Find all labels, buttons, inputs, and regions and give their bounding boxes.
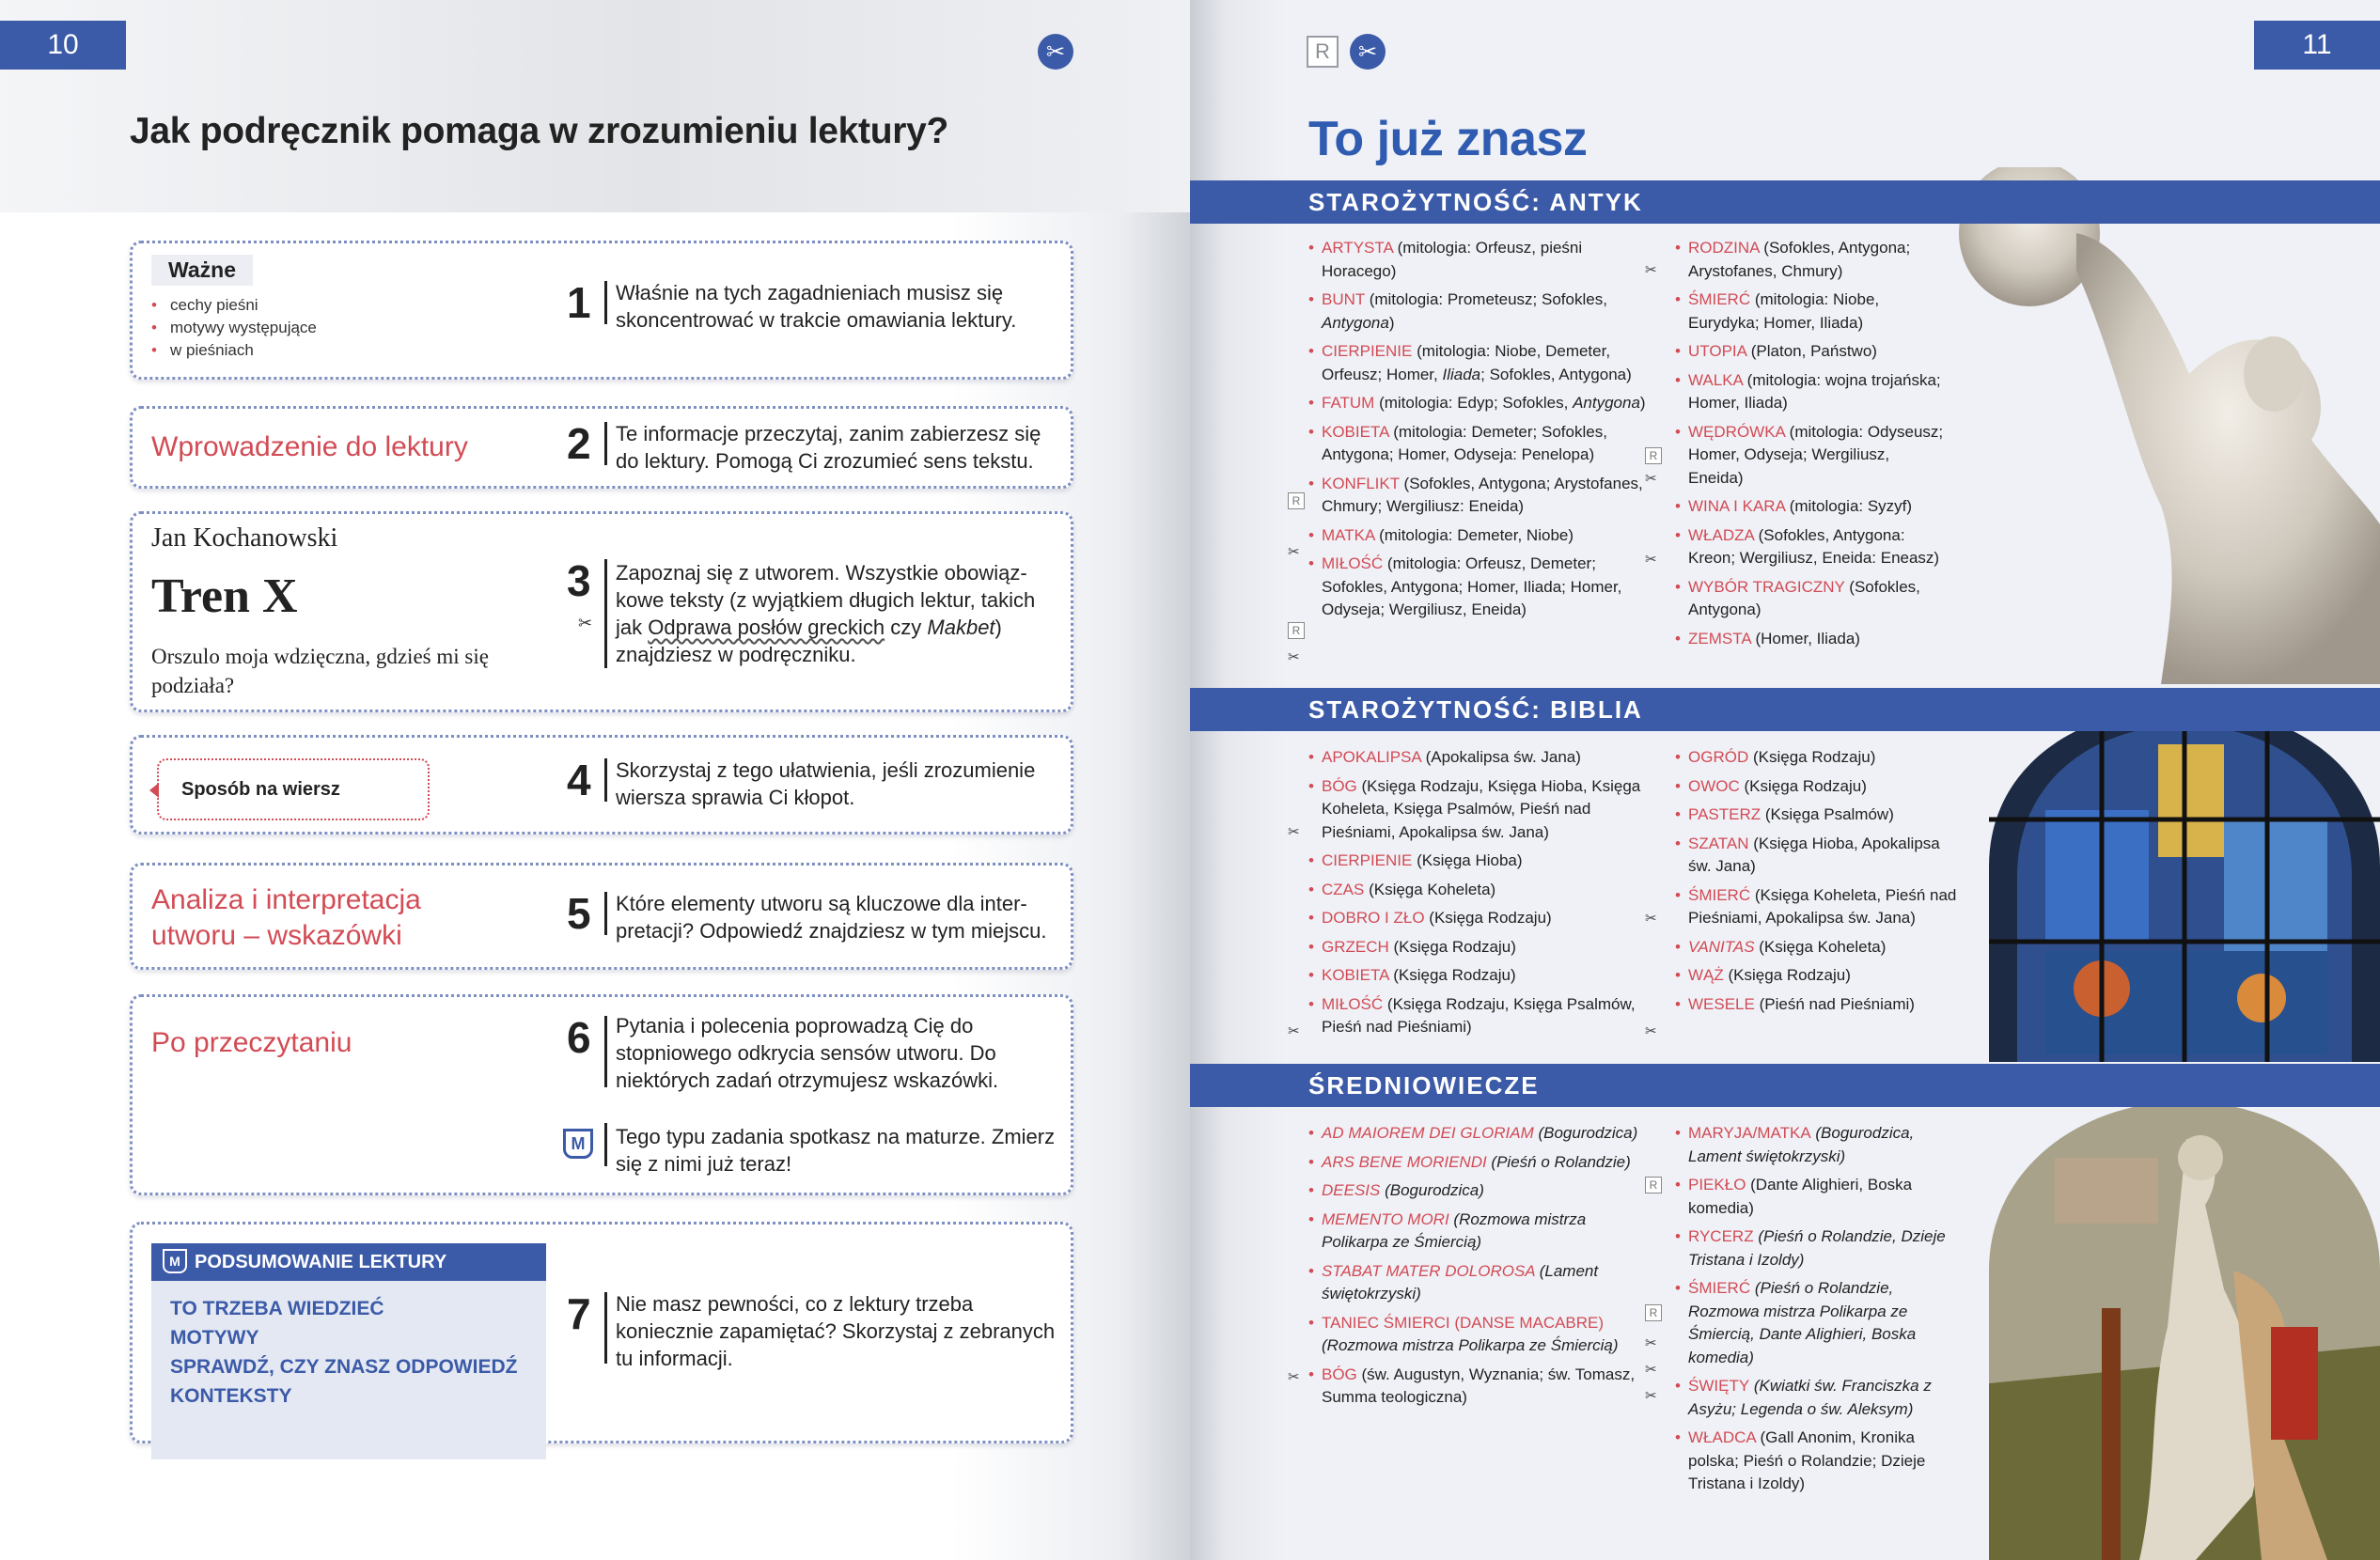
- step-number: 6: [567, 1013, 591, 1062]
- step-number: 3: [567, 556, 591, 605]
- list-item: • WESELE (Pieśń nad Pieśniami): [1675, 993, 1957, 1017]
- list-item: • CIERPIENIE (mitologia: Niobe, Demeter, Orfeusz; Homer, Iliada; Sofokles, Antygona): [1308, 340, 1656, 386]
- list-item: • motywy występujące: [151, 317, 317, 339]
- podsumowanie-box: [130, 1222, 1073, 1443]
- divider: [604, 1292, 607, 1364]
- divider: [604, 559, 607, 668]
- list-item: • TANIEC ŚMIERCI (DANSE MACABRE) (Rozmowa mistrza Polikarpa ze Śmiercią): [1308, 1312, 1656, 1358]
- list-item: • BÓG (Księga Rodzaju, Księga Hioba, Księga Koheleta, Księga Psalmów, Pieśń nad Pieśniami, Apokalipsa św. Jana): [1308, 775, 1656, 845]
- r-box-icon: R: [1645, 447, 1662, 464]
- list-item: • MARYJA/MATKA (Bogurodzica, Lament świętokrzyski): [1675, 1122, 1968, 1168]
- list-item: • UTOPIA (Platon, Państwo): [1675, 340, 1948, 364]
- list-item: • RODZINA (Sofokles, Antygona; Arystofanes, Chmury): [1675, 237, 1948, 283]
- step-number: 4: [567, 756, 591, 804]
- matura-m-icon: M: [163, 1249, 187, 1273]
- divider: [604, 422, 607, 465]
- list-item: • CZAS (Księga Koheleta): [1308, 879, 1656, 902]
- list-item: • WĄŻ (Księga Rodzaju): [1675, 964, 1957, 988]
- sposob-box: [130, 735, 1073, 835]
- list-item: • AD MAIOREM DEI GLORIAM (Bogurodzica): [1308, 1122, 1656, 1146]
- scissors-icon: ✂: [1645, 1388, 1657, 1404]
- scissors-icon: ✂: [1288, 649, 1300, 665]
- list-item: • BÓG (św. Augustyn, Wyznania; św. Tomasz, Summa teologiczna): [1308, 1364, 1656, 1410]
- author-name: Jan Kochanowski: [151, 523, 338, 553]
- scissors-icon: ✂: [578, 614, 593, 632]
- scissors-icon: ✂: [1288, 1023, 1300, 1039]
- section-band-biblia: STAROŻYTNOŚĆ: BIBLIA: [1190, 688, 2380, 731]
- antyk-left-column: [1308, 237, 1656, 622]
- divider: [604, 758, 607, 802]
- podsumowanie-header: M PODSUMOWANIE LEKTURY: [151, 1243, 546, 1281]
- poem-title: Tren X: [151, 569, 298, 623]
- list-item: MOTYWY: [170, 1327, 259, 1349]
- step-number: 5: [567, 889, 591, 938]
- list-item: • WALKA (mitologia: wojna trojańska; Homer, Iliada): [1675, 369, 1948, 415]
- scissors-icon: ✂: [1288, 544, 1300, 560]
- list-item: • RYCERZ (Pieśń o Rolandzie, Dzieje Tristana i Izoldy): [1675, 1225, 1968, 1271]
- wazne-box: [130, 241, 1073, 380]
- list-item: • MEMENTO MORI (Rozmowa mistrza Polikarpa ze Śmiercią): [1308, 1209, 1656, 1255]
- step-number: 1: [567, 278, 591, 327]
- list-item: • OWOC (Księga Rodzaju): [1675, 775, 1957, 799]
- step-number: 7: [567, 1289, 591, 1338]
- list-item: • SZATAN (Księga Hioba, Apokalipsa św. Jana): [1675, 833, 1957, 879]
- section-band-antyk: STAROŻYTNOŚĆ: ANTYK: [1190, 180, 2380, 224]
- list-item: • MIŁOŚĆ (Księga Rodzaju, Księga Psalmów, Pieśń nad Pieśniami): [1308, 993, 1656, 1039]
- list-item: • WĘDRÓWKA (mitologia: Odyseusz; Homer, Odyseja; Wergiliusz, Eneida): [1675, 421, 1948, 491]
- list-item: • CIERPIENIE (Księga Hioba): [1308, 850, 1656, 873]
- divider: [604, 892, 607, 935]
- list-item: • VANITAS (Księga Koheleta): [1675, 936, 1957, 959]
- list-item: • BUNT (mitologia: Prometeusz; Sofokles, Antygona): [1308, 289, 1656, 335]
- step-description: Te informacje przeczytaj, zanim zabierzesz się do lektury. Pomogą Ci zrozumieć sens tekstu.: [616, 422, 1041, 473]
- step-description: Pytania i polecenia poprowadzą Cię do stopniowego odkrycia sensów utworu. Do niektórych zadań otrzymujesz wskazówki.: [616, 1014, 999, 1092]
- list-item: • cechy pieśni: [151, 294, 317, 317]
- list-item: • KONFLIKT (Sofokles, Antygona; Arystofanes, Chmury; Wergiliusz: Eneida): [1308, 473, 1656, 519]
- biblia-left-column: [1308, 746, 1656, 1039]
- divider: [604, 1016, 607, 1087]
- discobolus-statue-image: [1926, 167, 2380, 684]
- page-number-right: 11: [2254, 21, 2380, 70]
- po-przeczytaniu-label: Po przeczytaniu: [151, 1027, 352, 1058]
- scissors-icon: ✂: [1350, 34, 1386, 70]
- right-page: [1190, 0, 2380, 1560]
- link-odprawa[interactable]: Odprawa posłów greckich: [648, 616, 885, 639]
- list-item: • ARS BENE MORIENDI (Pieśń o Rolandzie): [1308, 1151, 1656, 1175]
- biblia-right-column: [1675, 746, 1957, 1016]
- antyk-right-column: [1675, 237, 1948, 650]
- r-box-icon: R: [1645, 1304, 1662, 1321]
- step-description: Zapoznaj się z utworem. Wszystkie obowiąz-kowe teksty (z wyjątkiem długich lektur, takich jak Odprawa posłów greckich czy Makbet) znajdziesz w podręczniku.: [616, 561, 1036, 666]
- step-description: Nie masz pewności, co z lektury trzeba koniecznie zapamiętać? Skorzystaj z zebranych tu informacji.: [616, 1292, 1056, 1370]
- utwor-box: [130, 511, 1073, 712]
- sposob-na-wiersz-tag: Sposób na wiersz: [157, 758, 430, 820]
- list-item: • APOKALIPSA (Apokalipsa św. Jana): [1308, 746, 1656, 770]
- danse-macabre-painting-image: [1989, 1101, 2380, 1560]
- poem-first-line: Orszulo moja wdzięczna, gdzieś mi się podziała?: [151, 645, 489, 697]
- list-item: • PASTERZ (Księga Psalmów): [1675, 803, 1957, 827]
- page-title: To już znasz: [1308, 112, 1588, 166]
- section-band-sredniowiecze: ŚREDNIOWIECZE: [1190, 1064, 2380, 1107]
- page-title: Jak podręcznik pomaga w zrozumieniu lektury?: [130, 111, 949, 151]
- divider: [604, 281, 607, 324]
- list-item: • ARTYSTA (mitologia: Orfeusz, pieśni Horacego): [1308, 237, 1656, 283]
- list-item: TO TRZEBA WIEDZIEĆ: [170, 1298, 384, 1319]
- scissors-icon: ✂: [1645, 471, 1657, 487]
- step-description: Które elementy utworu są kluczowe dla inter-pretacji? Odpowiedź znajdziesz w tym miejscu.: [616, 892, 1047, 943]
- wprowadzenie-label: Wprowadzenie do lektury: [151, 431, 468, 462]
- left-header-bg: [0, 0, 1190, 212]
- list-item: • MIŁOŚĆ (mitologia: Orfeusz, Demeter; Sofokles, Antygona; Homer, Iliada; Homer, Odyseja; Wergiliusz, Eneida): [1308, 553, 1656, 622]
- list-item: • MATKA (mitologia: Demeter, Niobe): [1308, 524, 1656, 548]
- list-item: • GRZECH (Księga Rodzaju): [1308, 936, 1656, 959]
- scissors-icon: ✂: [1645, 552, 1657, 568]
- scissors-icon: ✂: [1645, 1335, 1657, 1351]
- scissors-icon: ✂: [1645, 1362, 1657, 1378]
- scissors-icon: ✂: [1288, 824, 1300, 840]
- list-item: • ŚMIERĆ (mitologia: Niobe, Eurydyka; Homer, Iliada): [1675, 289, 1948, 335]
- list-item: • WŁADZA (Sofokles, Antygona: Kreon; Wergiliusz, Eneida: Eneasz): [1675, 524, 1948, 570]
- list-item: • FATUM (mitologia: Edyp; Sofokles, Antygona): [1308, 392, 1656, 415]
- analiza-label-1: Analiza i interpretacja: [151, 884, 421, 915]
- scissors-icon: ✂: [1645, 1023, 1657, 1039]
- scissors-icon: ✂: [1038, 34, 1073, 70]
- divider: [604, 1123, 607, 1166]
- step-description: Skorzystaj z tego ułatwienia, jeśli zrozumienie wiersza sprawia Ci kłopot.: [616, 758, 1036, 809]
- wazne-list: [151, 294, 317, 362]
- list-item: • PIEKŁO (Dante Alighieri, Boska komedia): [1675, 1174, 1968, 1220]
- list-item: • KOBIETA (mitologia: Demeter; Sofokles, Antygona; Homer, Odyseja: Penelopa): [1308, 421, 1656, 467]
- sredniowiecze-right-column: [1675, 1122, 1968, 1496]
- list-item: • ŚMIERĆ (Pieśń o Rolandzie, Rozmowa mistrza Polikarpa ze Śmiercią, Dante Alighieri, Boska komedia): [1675, 1277, 1968, 1369]
- analiza-label-2: utworu – wskazówki: [151, 920, 402, 951]
- analiza-box: [130, 863, 1073, 970]
- list-item: KONTEKSTY: [170, 1385, 292, 1407]
- r-box-icon: R: [1288, 492, 1305, 509]
- scissors-icon: ✂: [1288, 1369, 1300, 1385]
- list-item: • WYBÓR TRAGICZNY (Sofokles, Antygona): [1675, 576, 1948, 622]
- list-item: • WINA I KARA (mitologia: Syzyf): [1675, 495, 1948, 519]
- scissors-icon: ✂: [1645, 911, 1657, 927]
- list-item: • DOBRO I ZŁO (Księga Rodzaju): [1308, 907, 1656, 930]
- list-item: • OGRÓD (Księga Rodzaju): [1675, 746, 1957, 770]
- wprowadzenie-box: [130, 406, 1073, 489]
- r-box-icon: R: [1307, 36, 1339, 68]
- step-description: Właśnie na tych zagadnieniach musisz się skoncentrować w trakcie omawiania lektury.: [616, 281, 1017, 332]
- step-number: 2: [567, 419, 591, 468]
- podsumowanie-list: [151, 1281, 546, 1459]
- matura-m-icon: M: [563, 1129, 593, 1159]
- po-przeczytaniu-box: [130, 994, 1073, 1195]
- list-item: • KOBIETA (Księga Rodzaju): [1308, 964, 1656, 988]
- list-item: • ŚMIERĆ (Księga Koheleta, Pieśń nad Pieśniami, Apokalipsa św. Jana): [1675, 884, 1957, 930]
- list-item: • w pieśniach: [151, 339, 317, 362]
- page-number-left: 10: [0, 21, 126, 70]
- sredniowiecze-left-column: [1308, 1122, 1656, 1410]
- wazne-label: Ważne: [151, 255, 253, 286]
- list-item: • ZEMSTA (Homer, Iliada): [1675, 628, 1948, 651]
- scissors-icon: ✂: [1645, 262, 1657, 278]
- matura-description: Tego typu zadania spotkasz na maturze. Zmierz się z nimi już teraz!: [616, 1125, 1056, 1176]
- list-item: • STABAT MATER DOLOROSA (Lament świętokrzyski): [1308, 1260, 1656, 1306]
- r-box-icon: R: [1645, 1177, 1662, 1193]
- stained-glass-image: [1989, 707, 2380, 1062]
- list-item: • DEESIS (Bogurodzica): [1308, 1179, 1656, 1203]
- list-item: SPRAWDŹ, CZY ZNASZ ODPOWIEDŹ: [170, 1356, 518, 1378]
- list-item: • ŚWIĘTY (Kwiatki św. Franciszka z Asyżu; Legenda o św. Aleksym): [1675, 1375, 1968, 1421]
- r-box-icon: R: [1288, 622, 1305, 639]
- list-item: • WŁADCA (Gall Anonim, Kronika polska; Pieśń o Rolandzie; Dzieje Tristana i Izoldy): [1675, 1427, 1968, 1496]
